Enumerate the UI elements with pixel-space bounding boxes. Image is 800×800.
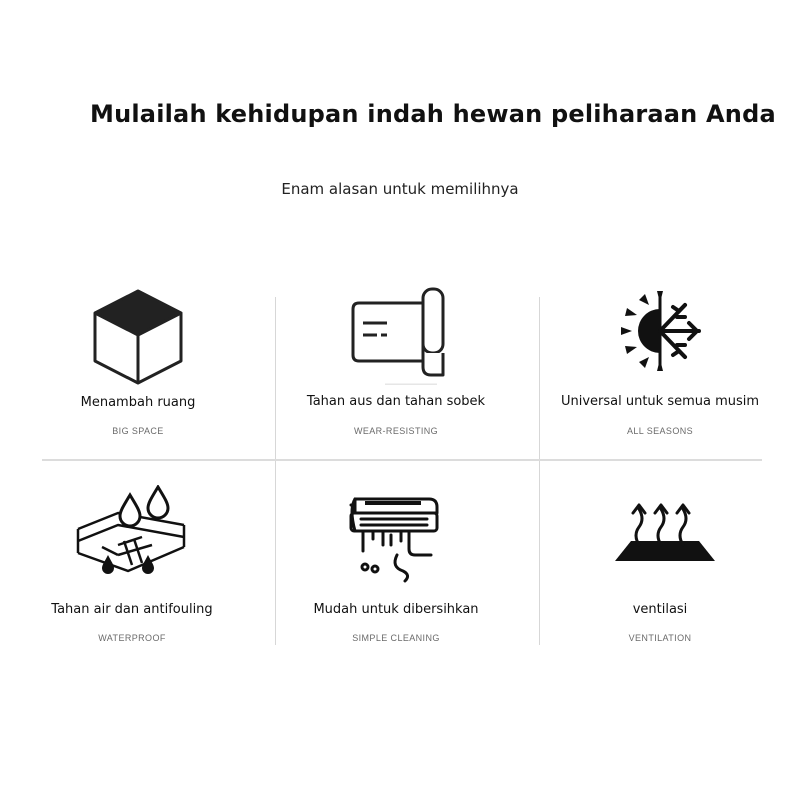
feature-ventilation bbox=[535, 485, 785, 650]
feature-sublabel: VENTILATION bbox=[628, 633, 692, 643]
feature-sublabel: SIMPLE CLEANING bbox=[352, 633, 440, 643]
feature-label: Tahan aus dan tahan sobek bbox=[306, 394, 486, 409]
feature-sublabel: ALL SEASONS bbox=[626, 426, 694, 436]
feature-sublabel: WEAR-RESISTING bbox=[353, 426, 439, 436]
water-drops-icon bbox=[7, 485, 257, 585]
feature-simple-cleaning bbox=[271, 485, 521, 650]
divider-horizontal bbox=[42, 459, 762, 461]
feature-label: Menambah ruang bbox=[80, 395, 196, 410]
feature-all-seasons bbox=[535, 285, 785, 445]
feature-wear-resisting bbox=[271, 285, 521, 445]
feature-waterproof bbox=[7, 485, 257, 650]
ventilation-arrows-icon bbox=[535, 485, 785, 585]
sun-snowflake-icon bbox=[535, 285, 785, 385]
feature-sublabel: WATERPROOF bbox=[98, 633, 166, 643]
cleaning-brush-icon bbox=[271, 485, 521, 585]
feature-big-space bbox=[13, 285, 263, 445]
page-subtitle: Enam alasan untuk memilihnya bbox=[281, 180, 519, 198]
feature-label: Tahan air dan antifouling bbox=[51, 602, 213, 617]
feature-label: ventilasi bbox=[632, 602, 688, 617]
feature-sublabel: BIG SPACE bbox=[112, 426, 164, 436]
feature-label: Universal untuk semua musim bbox=[560, 394, 760, 409]
page-title: Mulailah kehidupan indah hewan peliharaan Anda bbox=[90, 100, 776, 128]
box-icon bbox=[13, 285, 263, 385]
feature-label: Mudah untuk dibersihkan bbox=[313, 602, 479, 617]
rolled-mat-icon bbox=[271, 285, 521, 385]
